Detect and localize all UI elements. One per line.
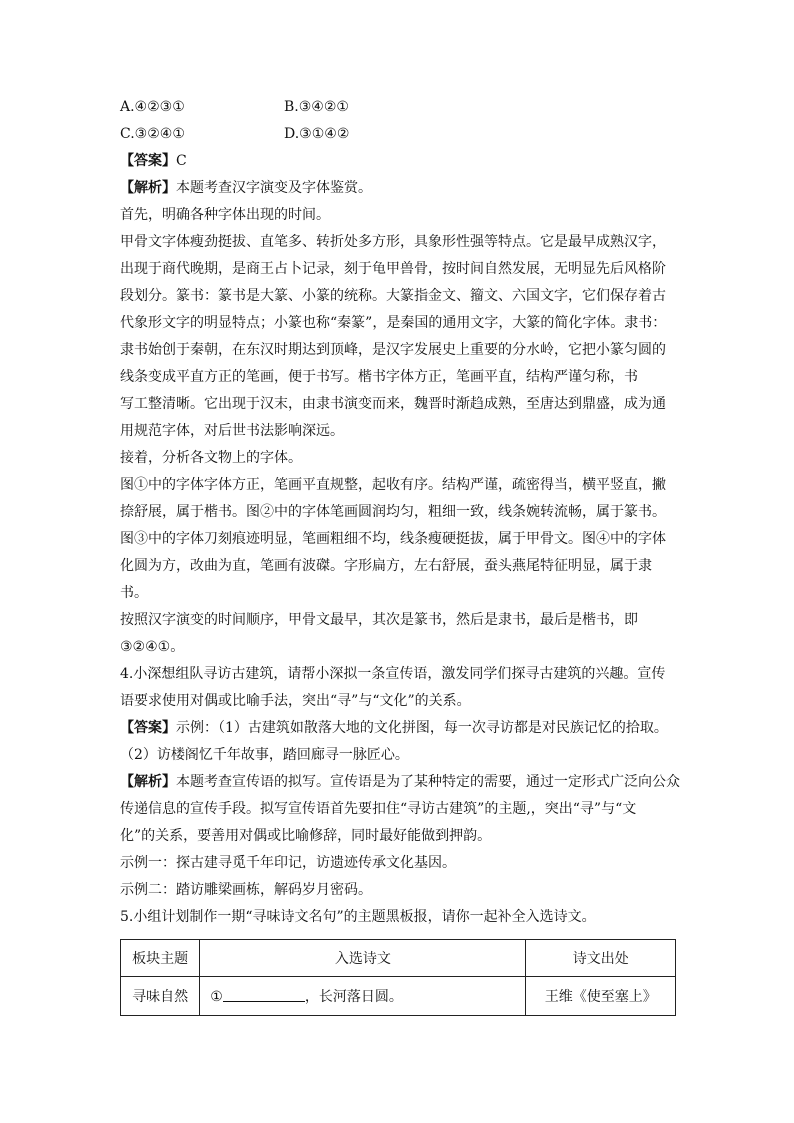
- analysis-text: 本题考查汉字演变及字体鉴赏。: [176, 180, 372, 196]
- answer-text: 示例：（1）古建筑如散落大地的文化拼图，每一次寻访都是对民族记忆的拾取。: [176, 720, 668, 736]
- analysis-q3-first: [120, 175, 680, 202]
- text-line: 图①中的字体字体方正，笔画平直规整，起收有序。结构严谨，疏密得当，横平竖直，撇: [120, 477, 666, 493]
- answer-q4-first: [120, 715, 680, 742]
- document-body: [120, 94, 680, 931]
- fill-in-blank[interactable]: [223, 987, 305, 1002]
- text-line: 线条变成平直方正的笔画，便于书写。楷书字体方正，笔画平直，结构严谨匀称，书: [120, 369, 638, 385]
- analysis-text: 本题考查宣传语的拟写。宣传语是为了某种特定的需要，通过一定形式广泛向公众: [176, 774, 680, 790]
- text-line: 传递信息的宣传手段。拟写宣传语首先要扣住“寻访古建筑”的主题,，突出“寻”与“文: [120, 801, 637, 817]
- answer-tag: 【答案】: [120, 720, 176, 736]
- table-header-row: [121, 940, 676, 977]
- text-line: 化圆为方，改曲为直，笔画有波磔。字形扁方，左右舒展，蚕头燕尾特征明显，属于隶: [120, 558, 652, 574]
- text-line: 书。: [120, 585, 148, 601]
- text-line: ③②④①。: [120, 639, 185, 655]
- analysis-tag: 【解析】: [120, 180, 176, 196]
- text-line: 代象形文字的明显特点；小篆也称“秦篆”，是秦国的通用文字，大篆的简化字体。隶书：: [120, 315, 667, 331]
- answer-q4-second: （2）访楼阁忆千年故事，踏回廊寻一脉匠心。: [120, 747, 409, 763]
- option-row: [120, 94, 680, 121]
- option-d: D.③①④②: [284, 126, 350, 142]
- table-cell-poem: [200, 977, 526, 1016]
- table-cell-source: 王维《使至塞上》: [526, 977, 676, 1016]
- option-row: [120, 121, 680, 148]
- option-a: A.④②③①: [120, 99, 185, 115]
- text-line: 图③中的字体刀刻痕迹明显，笔画粗细不均，线条瘦硬挺拔，属于甲骨文。图④中的字体: [120, 531, 666, 547]
- table-header-cell: 入选诗文: [200, 940, 526, 977]
- text-line: 隶书始创于秦朝，在东汉时期达到顶峰，是汉字发展史上重要的分水岭，它把小篆匀圆的: [120, 342, 666, 358]
- analysis-q4-first: [120, 769, 680, 796]
- option-c: C.③②④①: [120, 126, 185, 142]
- question-4-line: 4.小深想组队寻访古建筑，请帮小深拟一条宣传语，激发同学们探寻古建筑的兴趣。宣传: [120, 666, 666, 682]
- table-row: [121, 977, 676, 1016]
- poem-table: [120, 939, 676, 1016]
- table-header-cell: 板块主题: [121, 940, 200, 977]
- option-b: B.③④②①: [284, 99, 349, 115]
- text-line: 接着，分析各文物上的字体。: [120, 450, 302, 466]
- question-4-line: 语要求使用对偶或比喻手法，突出“寻”与“文化”的关系。: [120, 693, 471, 709]
- text-line: 用规范字体，对后世书法影响深远。: [120, 423, 344, 439]
- blank-marker: ①: [210, 989, 223, 1005]
- text-line: 出现于商代晚期，是商王占卜记录，刻于龟甲兽骨，按时间自然发展，无明显先后风格阶: [120, 261, 666, 277]
- text-line: 段划分。篆书：篆书是大篆、小篆的统称。大篆指金文、籀文、六国文字，它们保存着古: [120, 288, 666, 304]
- text-line: 首先，明确各种字体出现的时间。: [120, 207, 330, 223]
- table-header-cell: 诗文出处: [526, 940, 676, 977]
- answer-q3: [120, 148, 680, 175]
- text-line: 化”的关系，要善用对偶或比喻修辞，同时最好能做到押韵。: [120, 828, 492, 844]
- table-cell-theme: 寻味自然: [121, 977, 200, 1016]
- question-5-title: 5.小组计划制作一期“寻味诗文名句”的主题黑板报，请你一起补全入选诗文。: [120, 909, 596, 925]
- text-line: 按照汉字演变的时间顺序，甲骨文最早，其次是篆书，然后是隶书，最后是楷书，即: [120, 612, 638, 628]
- text-line: 写工整清晰。它出现于汉末，由隶书演变而来，魏晋时渐趋成熟，至唐达到鼎盛，成为通: [120, 396, 666, 412]
- text-line: 捺舒展，属于楷书。图②中的字体笔画圆润均匀，粗细一致，线条婉转流畅，属于篆书。: [120, 504, 666, 520]
- answer-text: C: [176, 153, 187, 169]
- answer-tag: 【答案】: [120, 153, 176, 169]
- poem-suffix: ，长河落日圆。: [304, 989, 403, 1005]
- text-line: 示例二：踏访雕梁画栋，解码岁月密码。: [120, 882, 372, 898]
- text-line: 甲骨文字体瘦劲挺拔、直笔多、转折处多方形，具象形性强等特点。它是最早成熟汉字，: [120, 234, 666, 250]
- text-line: 示例一：探古建寻觅千年印记，访遗迹传承文化基因。: [120, 855, 456, 871]
- analysis-tag: 【解析】: [120, 774, 176, 790]
